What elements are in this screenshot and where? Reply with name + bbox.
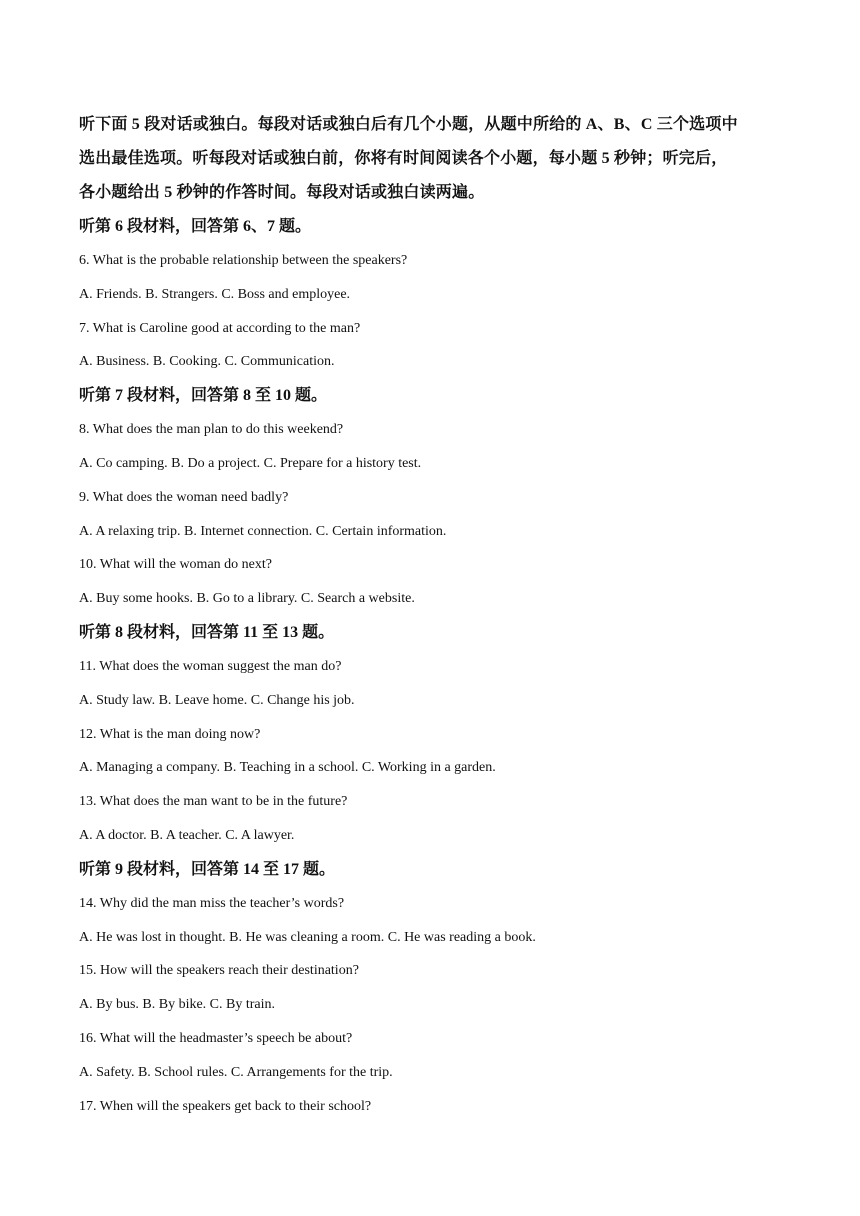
listening-instructions — [79, 108, 789, 210]
answer-options: A. A relaxing trip. B. Internet connection. C. Certain information. — [79, 523, 447, 539]
answer-options: A. Study law. B. Leave home. C. Change his job. — [79, 692, 355, 708]
question-text: 13. What does the man want to be in the future? — [79, 794, 348, 810]
question-text: 15. How will the speakers reach their destination? — [79, 963, 359, 979]
question-text: 10. What will the woman do next? — [79, 557, 272, 573]
question-text: 17. When will the speakers get back to their school? — [79, 1098, 372, 1114]
question-text: 12. What is the man doing now? — [79, 726, 261, 742]
answer-options: A. Managing a company. B. Teaching in a school. C. Working in a garden. — [79, 760, 496, 776]
section-heading: 听第 7 段材料，回答第 8 至 10 题。 — [79, 387, 328, 405]
exam-page — [79, 108, 789, 1123]
question-text: 8. What does the man plan to do this weekend? — [79, 422, 344, 438]
section-material-9 — [79, 853, 789, 1124]
answer-options: A. Buy some hooks. B. Go to a library. C. Search a website. — [79, 591, 415, 607]
section-material-7 — [79, 379, 789, 616]
instruction-line: 各小题给出 5 秒钟的作答时间。每段对话或独白读两遍。 — [79, 184, 485, 201]
question-text: 14. Why did the man miss the teacher’s words? — [79, 895, 345, 911]
answer-options: A. A doctor. B. A teacher. C. A lawyer. — [79, 827, 295, 843]
section-material-8 — [79, 616, 789, 853]
question-text: 11. What does the woman suggest the man do? — [79, 658, 342, 674]
answer-options: A. Safety. B. School rules. C. Arrangements for the trip. — [79, 1064, 393, 1080]
section-heading: 听第 9 段材料，回答第 14 至 17 题。 — [79, 860, 336, 878]
question-text: 16. What will the headmaster’s speech be about? — [79, 1030, 353, 1046]
question-text: 6. What is the probable relationship between the speakers? — [79, 253, 408, 268]
answer-options: A. Business. B. Cooking. C. Communication. — [79, 354, 335, 370]
question-text: 7. What is Caroline good at according to the man? — [79, 320, 361, 336]
section-heading: 听第 8 段材料，回答第 11 至 13 题。 — [79, 623, 335, 641]
answer-options: A. He was lost in thought. B. He was cleaning a room. C. He was reading a book. — [79, 929, 536, 945]
answer-options: A. Friends. B. Strangers. C. Boss and employee. — [79, 286, 351, 302]
instruction-line: 听下面 5 段对话或独白。每段对话或独白后有几个小题，从题中所给的 A、B、C 三个选项中 — [79, 116, 738, 133]
section-material-6 — [79, 210, 789, 379]
section-heading: 听第 6 段材料，回答第 6、7 题。 — [79, 218, 312, 235]
instruction-line: 选出最佳选项。听每段对话或独白前，你将有时间阅读各个小题，每小题 5 秒钟；听完后， — [79, 150, 728, 167]
answer-options: A. Co camping. B. Do a project. C. Prepare for a history test. — [79, 455, 422, 471]
answer-options: A. By bus. B. By bike. C. By train. — [79, 997, 276, 1013]
question-text: 9. What does the woman need badly? — [79, 489, 289, 505]
